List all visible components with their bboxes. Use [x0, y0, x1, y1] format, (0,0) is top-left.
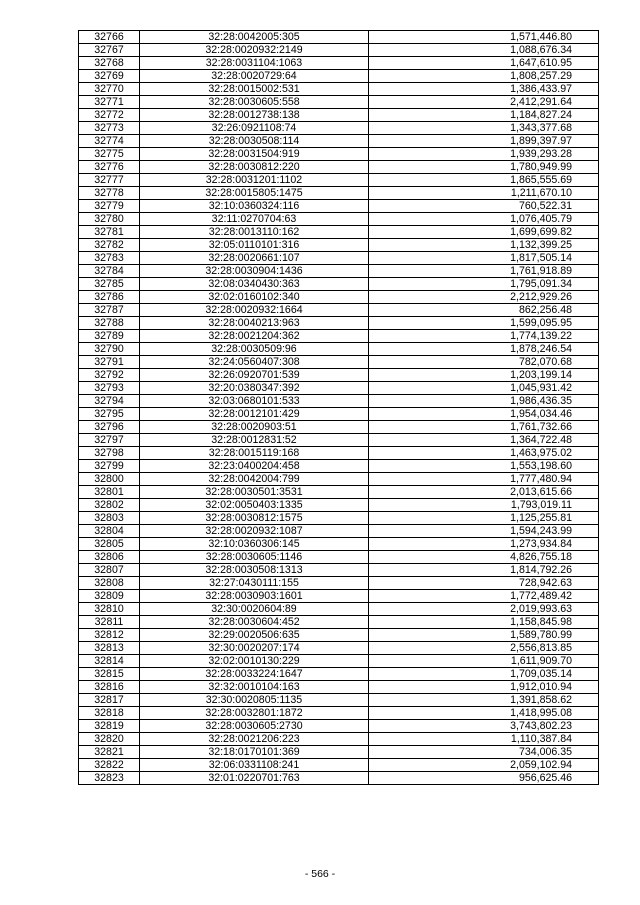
row-number-cell: 32777 — [79, 174, 140, 187]
cadastral-number-cell: 32:28:0031504:919 — [140, 148, 369, 161]
cadastral-value-cell: 1,795,091.34 — [369, 278, 599, 291]
cadastral-value-cell: 1,125,255.81 — [369, 512, 599, 525]
cadastral-number-cell: 32:08:0340430:363 — [140, 278, 369, 291]
row-number-cell: 32784 — [79, 265, 140, 278]
table-row — [79, 590, 599, 603]
table-row — [79, 603, 599, 616]
row-number-cell: 32807 — [79, 564, 140, 577]
table-row — [79, 369, 599, 382]
cadastral-number-cell: 32:28:0030604:452 — [140, 616, 369, 629]
table-row — [79, 538, 599, 551]
table-row — [79, 96, 599, 109]
cadastral-value-cell: 1,699,699.82 — [369, 226, 599, 239]
cadastral-value-cell: 1,463,975.02 — [369, 447, 599, 460]
cadastral-value-cell: 862,256.48 — [369, 304, 599, 317]
cadastral-value-cell: 1,793,019.11 — [369, 499, 599, 512]
table-row — [79, 551, 599, 564]
row-number-cell: 32820 — [79, 733, 140, 746]
row-number-cell: 32772 — [79, 109, 140, 122]
cadastral-value-cell: 1,817,505.14 — [369, 252, 599, 265]
cadastral-number-cell: 32:28:0020932:1087 — [140, 525, 369, 538]
row-number-cell: 32812 — [79, 629, 140, 642]
cadastral-number-cell: 32:28:0033224:1647 — [140, 668, 369, 681]
table-row — [79, 408, 599, 421]
cadastral-value-cell: 1,273,934.84 — [369, 538, 599, 551]
row-number-cell: 32796 — [79, 421, 140, 434]
cadastral-value-cell: 760,522.31 — [369, 200, 599, 213]
cadastral-number-cell: 32:28:0012738:138 — [140, 109, 369, 122]
row-number-cell: 32790 — [79, 343, 140, 356]
cadastral-value-cell: 1,777,480.94 — [369, 473, 599, 486]
cadastral-value-cell: 1,814,792.26 — [369, 564, 599, 577]
cadastral-value-cell: 2,019,993.63 — [369, 603, 599, 616]
row-number-cell: 32804 — [79, 525, 140, 538]
cadastral-number-cell: 32:28:0020932:1664 — [140, 304, 369, 317]
cadastral-value-cell: 2,059,102.94 — [369, 759, 599, 772]
row-number-cell: 32819 — [79, 720, 140, 733]
table-row — [79, 759, 599, 772]
row-number-cell: 32809 — [79, 590, 140, 603]
cadastral-value-cell: 1,184,827.24 — [369, 109, 599, 122]
row-number-cell: 32823 — [79, 772, 140, 785]
row-number-cell: 32769 — [79, 70, 140, 83]
row-number-cell: 32767 — [79, 44, 140, 57]
table-row — [79, 655, 599, 668]
cadastral-number-cell: 32:28:0012101:429 — [140, 408, 369, 421]
row-number-cell: 32774 — [79, 135, 140, 148]
cadastral-value-cell: 1,158,845.98 — [369, 616, 599, 629]
row-number-cell: 32810 — [79, 603, 140, 616]
cadastral-number-cell: 32:20:0380347:392 — [140, 382, 369, 395]
cadastral-number-cell: 32:06:0331108:241 — [140, 759, 369, 772]
cadastral-value-table — [78, 30, 599, 785]
cadastral-value-cell: 1,899,397.97 — [369, 135, 599, 148]
row-number-cell: 32814 — [79, 655, 140, 668]
row-number-cell: 32795 — [79, 408, 140, 421]
cadastral-value-cell: 1,088,676.34 — [369, 44, 599, 57]
cadastral-number-cell: 32:28:0013110:162 — [140, 226, 369, 239]
cadastral-number-cell: 32:28:0031201:1102 — [140, 174, 369, 187]
table-row — [79, 304, 599, 317]
cadastral-number-cell: 32:28:0020729:64 — [140, 70, 369, 83]
table-row — [79, 720, 599, 733]
cadastral-number-cell: 32:26:0921108:74 — [140, 122, 369, 135]
cadastral-number-cell: 32:32:0010104:163 — [140, 681, 369, 694]
table-row — [79, 421, 599, 434]
cadastral-value-cell: 1,571,446.80 — [369, 31, 599, 44]
cadastral-number-cell: 32:28:0042005:305 — [140, 31, 369, 44]
cadastral-number-cell: 32:28:0021204:362 — [140, 330, 369, 343]
cadastral-value-cell: 1,076,405.79 — [369, 213, 599, 226]
cadastral-number-cell: 32:28:0030605:558 — [140, 96, 369, 109]
row-number-cell: 32793 — [79, 382, 140, 395]
cadastral-value-cell: 1,761,918.89 — [369, 265, 599, 278]
cadastral-value-cell: 2,412,291.64 — [369, 96, 599, 109]
row-number-cell: 32797 — [79, 434, 140, 447]
cadastral-number-cell: 32:28:0031104:1063 — [140, 57, 369, 70]
cadastral-number-cell: 32:18:0170101:369 — [140, 746, 369, 759]
cadastral-number-cell: 32:30:0020604:89 — [140, 603, 369, 616]
row-number-cell: 32789 — [79, 330, 140, 343]
cadastral-number-cell: 32:28:0032801:1872 — [140, 707, 369, 720]
table-row — [79, 330, 599, 343]
cadastral-number-cell: 32:24:0560407:308 — [140, 356, 369, 369]
cadastral-number-cell: 32:28:0030812:220 — [140, 161, 369, 174]
table-row — [79, 473, 599, 486]
cadastral-value-cell: 1,986,436.35 — [369, 395, 599, 408]
table-row — [79, 499, 599, 512]
cadastral-value-cell: 1,780,949.99 — [369, 161, 599, 174]
table-row — [79, 434, 599, 447]
table-row — [79, 44, 599, 57]
row-number-cell: 32770 — [79, 83, 140, 96]
table-row — [79, 642, 599, 655]
cadastral-value-cell: 1,364,722.48 — [369, 434, 599, 447]
row-number-cell: 32815 — [79, 668, 140, 681]
cadastral-value-cell: 2,556,813.85 — [369, 642, 599, 655]
cadastral-number-cell: 32:27:0430111:155 — [140, 577, 369, 590]
cadastral-value-cell: 734,006.35 — [369, 746, 599, 759]
row-number-cell: 32779 — [79, 200, 140, 213]
cadastral-value-cell: 1,647,610.95 — [369, 57, 599, 70]
cadastral-number-cell: 32:03:0680101:533 — [140, 395, 369, 408]
cadastral-number-cell: 32:02:0050403:1335 — [140, 499, 369, 512]
cadastral-value-cell: 1,599,095.95 — [369, 317, 599, 330]
cadastral-number-cell: 32:01:0220701:763 — [140, 772, 369, 785]
table-row — [79, 447, 599, 460]
cadastral-value-cell: 1,954,034.46 — [369, 408, 599, 421]
row-number-cell: 32792 — [79, 369, 140, 382]
cadastral-value-cell: 1,045,931.42 — [369, 382, 599, 395]
row-number-cell: 32773 — [79, 122, 140, 135]
row-number-cell: 32783 — [79, 252, 140, 265]
table-row — [79, 746, 599, 759]
row-number-cell: 32803 — [79, 512, 140, 525]
cadastral-value-cell: 1,211,670.10 — [369, 187, 599, 200]
table-row — [79, 109, 599, 122]
table-row — [79, 707, 599, 720]
cadastral-number-cell: 32:29:0020506:635 — [140, 629, 369, 642]
table-row — [79, 629, 599, 642]
cadastral-number-cell: 32:10:0360306:145 — [140, 538, 369, 551]
row-number-cell: 32785 — [79, 278, 140, 291]
table-row — [79, 148, 599, 161]
cadastral-number-cell: 32:30:0020805:1135 — [140, 694, 369, 707]
cadastral-number-cell: 32:02:0010130:229 — [140, 655, 369, 668]
row-number-cell: 32787 — [79, 304, 140, 317]
cadastral-number-cell: 32:05:0110101:316 — [140, 239, 369, 252]
cadastral-value-cell: 956,625.46 — [369, 772, 599, 785]
cadastral-number-cell: 32:02:0160102:340 — [140, 291, 369, 304]
cadastral-number-cell: 32:28:0012831:52 — [140, 434, 369, 447]
cadastral-value-cell: 1,418,995.08 — [369, 707, 599, 720]
cadastral-number-cell: 32:28:0030605:1146 — [140, 551, 369, 564]
table-row — [79, 486, 599, 499]
table-row — [79, 31, 599, 44]
row-number-cell: 32775 — [79, 148, 140, 161]
cadastral-number-cell: 32:28:0030508:114 — [140, 135, 369, 148]
row-number-cell: 32776 — [79, 161, 140, 174]
row-number-cell: 32786 — [79, 291, 140, 304]
table-row — [79, 213, 599, 226]
cadastral-value-cell: 1,878,246.54 — [369, 343, 599, 356]
cadastral-value-cell: 1,589,780.99 — [369, 629, 599, 642]
cadastral-value-table-container — [78, 30, 598, 785]
table-row — [79, 265, 599, 278]
cadastral-number-cell: 32:28:0030501:3531 — [140, 486, 369, 499]
table-row — [79, 187, 599, 200]
row-number-cell: 32780 — [79, 213, 140, 226]
cadastral-value-cell: 4,826,755.18 — [369, 551, 599, 564]
row-number-cell: 32768 — [79, 57, 140, 70]
cadastral-number-cell: 32:28:0030508:1313 — [140, 564, 369, 577]
row-number-cell: 32771 — [79, 96, 140, 109]
page-number: - 566 - — [304, 868, 336, 880]
row-number-cell: 32805 — [79, 538, 140, 551]
table-row — [79, 772, 599, 785]
cadastral-number-cell: 32:30:0020207:174 — [140, 642, 369, 655]
row-number-cell: 32801 — [79, 486, 140, 499]
cadastral-number-cell: 32:28:0020661:107 — [140, 252, 369, 265]
row-number-cell: 32808 — [79, 577, 140, 590]
cadastral-value-cell: 1,203,199.14 — [369, 369, 599, 382]
row-number-cell: 32794 — [79, 395, 140, 408]
cadastral-value-cell: 1,865,555.69 — [369, 174, 599, 187]
row-number-cell: 32813 — [79, 642, 140, 655]
cadastral-number-cell: 32:28:0042004:799 — [140, 473, 369, 486]
cadastral-number-cell: 32:10:0360324:116 — [140, 200, 369, 213]
table-row — [79, 161, 599, 174]
cadastral-number-cell: 32:28:0030605:2730 — [140, 720, 369, 733]
cadastral-value-cell: 1,772,489.42 — [369, 590, 599, 603]
cadastral-value-cell: 1,553,198.60 — [369, 460, 599, 473]
row-number-cell: 32802 — [79, 499, 140, 512]
row-number-cell: 32800 — [79, 473, 140, 486]
table-row — [79, 525, 599, 538]
row-number-cell: 32782 — [79, 239, 140, 252]
row-number-cell: 32821 — [79, 746, 140, 759]
row-number-cell: 32822 — [79, 759, 140, 772]
cadastral-number-cell: 32:28:0030812:1575 — [140, 512, 369, 525]
row-number-cell: 32806 — [79, 551, 140, 564]
table-row — [79, 382, 599, 395]
cadastral-value-cell: 1,808,257.29 — [369, 70, 599, 83]
cadastral-value-cell: 1,912,010.94 — [369, 681, 599, 694]
row-number-cell: 32766 — [79, 31, 140, 44]
cadastral-number-cell: 32:11:0270704:63 — [140, 213, 369, 226]
cadastral-value-cell: 1,774,139.22 — [369, 330, 599, 343]
row-number-cell: 32811 — [79, 616, 140, 629]
table-row — [79, 83, 599, 96]
cadastral-value-cell: 2,013,615.66 — [369, 486, 599, 499]
cadastral-value-cell: 1,110,387.84 — [369, 733, 599, 746]
row-number-cell: 32799 — [79, 460, 140, 473]
row-number-cell: 32788 — [79, 317, 140, 330]
cadastral-value-cell: 782,070.68 — [369, 356, 599, 369]
cadastral-number-cell: 32:28:0030509:96 — [140, 343, 369, 356]
table-row — [79, 343, 599, 356]
cadastral-value-cell: 1,939,293.28 — [369, 148, 599, 161]
cadastral-number-cell: 32:28:0020903:51 — [140, 421, 369, 434]
table-body — [79, 31, 599, 785]
cadastral-number-cell: 32:28:0021206:223 — [140, 733, 369, 746]
cadastral-value-cell: 2,212,929.26 — [369, 291, 599, 304]
cadastral-value-cell: 1,761,732.66 — [369, 421, 599, 434]
table-row — [79, 135, 599, 148]
table-row — [79, 239, 599, 252]
table-row — [79, 57, 599, 70]
row-number-cell: 32818 — [79, 707, 140, 720]
cadastral-value-cell: 1,343,377.68 — [369, 122, 599, 135]
cadastral-value-cell: 728,942.63 — [369, 577, 599, 590]
table-row — [79, 226, 599, 239]
cadastral-number-cell: 32:23:0400204:458 — [140, 460, 369, 473]
table-row — [79, 460, 599, 473]
cadastral-value-cell: 1,611,909.70 — [369, 655, 599, 668]
table-row — [79, 577, 599, 590]
cadastral-number-cell: 32:28:0015002:531 — [140, 83, 369, 96]
table-row — [79, 278, 599, 291]
cadastral-number-cell: 32:28:0020932:2149 — [140, 44, 369, 57]
table-row — [79, 564, 599, 577]
table-row — [79, 694, 599, 707]
table-row — [79, 252, 599, 265]
cadastral-number-cell: 32:28:0040213:963 — [140, 317, 369, 330]
table-row — [79, 512, 599, 525]
table-row — [79, 122, 599, 135]
table-row — [79, 616, 599, 629]
cadastral-value-cell: 1,386,433.97 — [369, 83, 599, 96]
row-number-cell: 32817 — [79, 694, 140, 707]
cadastral-value-cell: 1,132,399.25 — [369, 239, 599, 252]
cadastral-number-cell: 32:28:0015119:168 — [140, 447, 369, 460]
row-number-cell: 32798 — [79, 447, 140, 460]
row-number-cell: 32816 — [79, 681, 140, 694]
cadastral-value-cell: 1,594,243.99 — [369, 525, 599, 538]
table-row — [79, 668, 599, 681]
table-row — [79, 200, 599, 213]
table-row — [79, 395, 599, 408]
cadastral-number-cell: 32:28:0030903:1601 — [140, 590, 369, 603]
cadastral-value-cell: 1,709,035.14 — [369, 668, 599, 681]
table-row — [79, 317, 599, 330]
cadastral-number-cell: 32:28:0015805:1475 — [140, 187, 369, 200]
cadastral-number-cell: 32:26:0920701:539 — [140, 369, 369, 382]
row-number-cell: 32791 — [79, 356, 140, 369]
table-row — [79, 174, 599, 187]
cadastral-number-cell: 32:28:0030904:1436 — [140, 265, 369, 278]
table-row — [79, 291, 599, 304]
table-row — [79, 733, 599, 746]
cadastral-value-cell: 1,391,858.62 — [369, 694, 599, 707]
row-number-cell: 32781 — [79, 226, 140, 239]
table-row — [79, 70, 599, 83]
row-number-cell: 32778 — [79, 187, 140, 200]
cadastral-value-cell: 3,743,802.23 — [369, 720, 599, 733]
table-row — [79, 356, 599, 369]
table-row — [79, 681, 599, 694]
